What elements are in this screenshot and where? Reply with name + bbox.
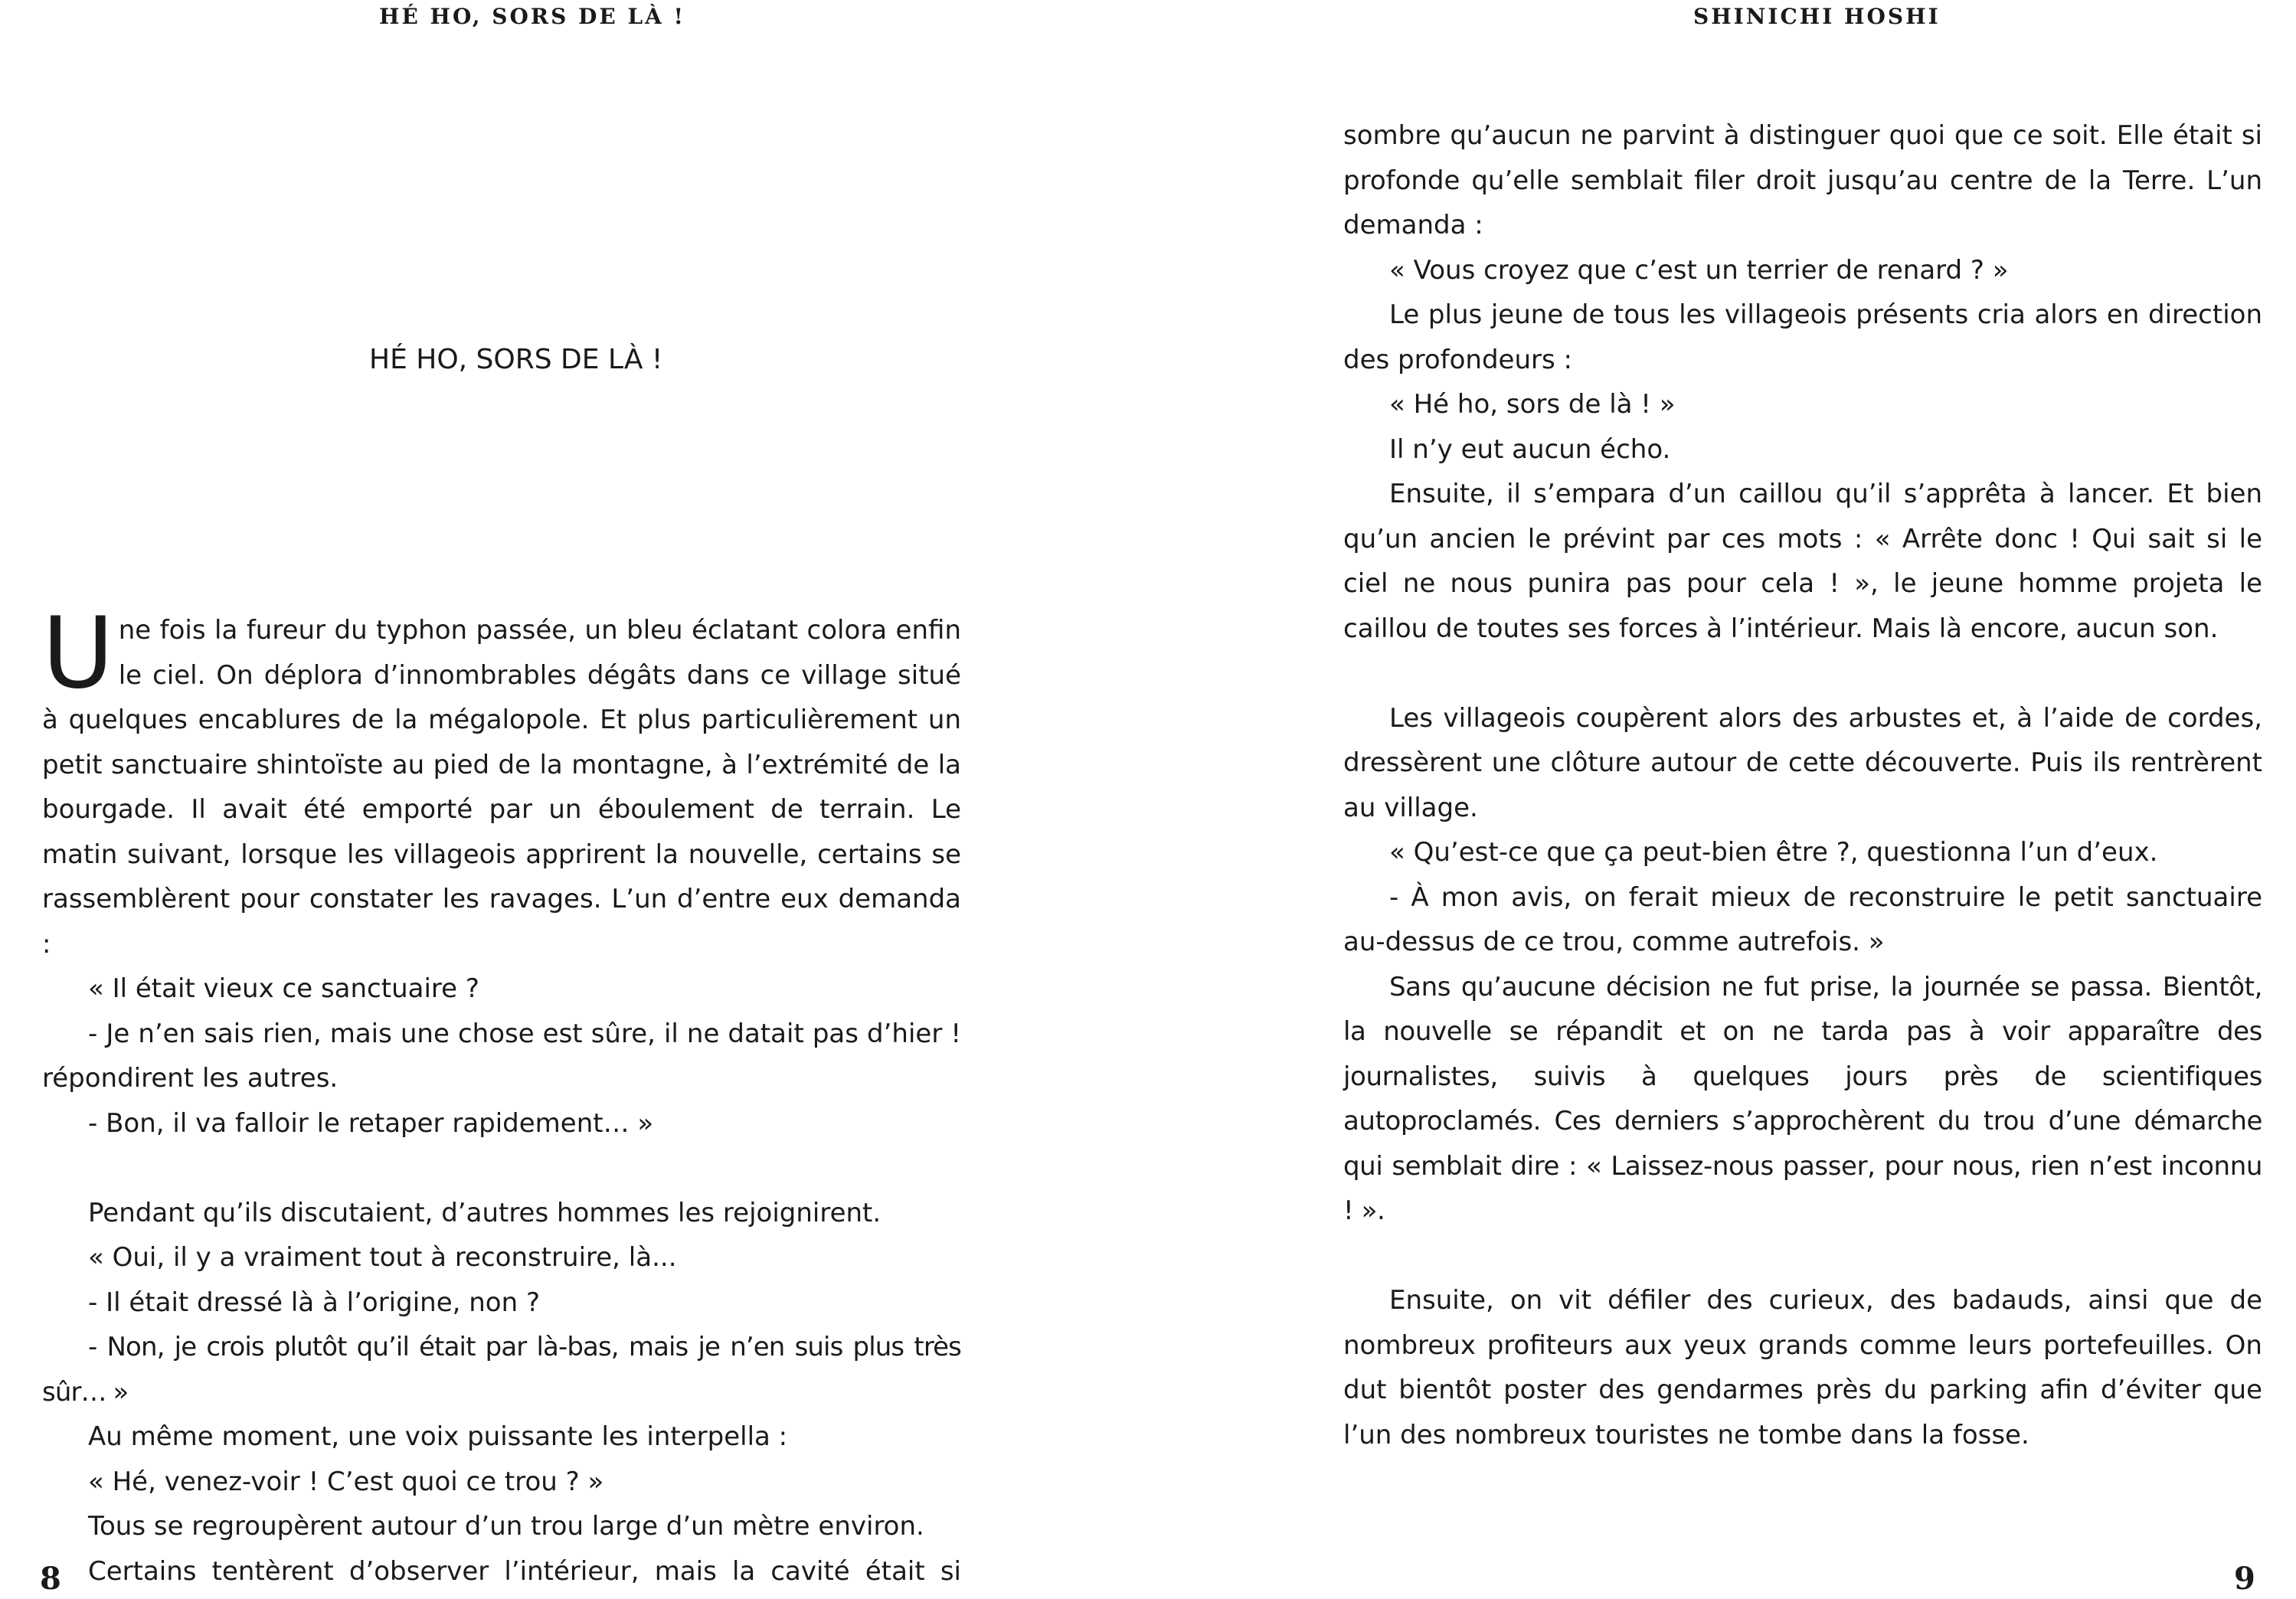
paragraph: - Bon, il va falloir le retaper rapidement… » (88, 1107, 654, 1139)
paragraph: « Qu’est-ce que ça peut-bien être ?, questionna l’un d’eux. (1389, 837, 2158, 868)
paragraph: sombre qu’aucun ne parvint à distinguer quoi que ce soit. Elle était si profonde qu’elle semblait filer droit jusqu’au centre de la Terre. L’un demanda : (1343, 120, 2262, 240)
chapter-title: HÉ HO, SORS DE LÀ ! (369, 344, 663, 375)
opening-paragraph (42, 597, 961, 966)
paragraph: « Hé, venez-voir ! C’est quoi ce trou ? » (88, 1466, 604, 1497)
paragraph: Le plus jeune de tous les villageois présents cria alors en direction des profondeurs : (1343, 299, 2262, 375)
drop-cap: U (42, 597, 114, 711)
page-number: 8 (40, 1561, 61, 1597)
section-break (42, 1146, 961, 1191)
paragraph: « Oui, il y a vraiment tout à reconstruire, là... (88, 1242, 677, 1273)
paragraph: Il n’y eut aucun écho. (1389, 433, 1671, 465)
paragraph: - Je n’en sais rien, mais une chose est sûre, il ne datait pas d’hier ! répondirent les autres. (42, 1018, 961, 1094)
paragraph: - Non, je crois plutôt qu’il était par là-bas, mais je n’en suis plus très sûr… » (42, 1332, 961, 1408)
right-page-text (1343, 113, 2262, 1457)
paragraph: « Vous croyez que c’est un terrier de renard ? » (1389, 254, 2009, 286)
right-page (1148, 0, 2296, 1599)
running-head-right: SHINICHI HOSHI (1693, 4, 1941, 29)
paragraph: Ensuite, il s’empara d’un caillou qu’il s’apprêta à lancer. Et bien qu’un ancien le prévint par ces mots : « Arrête donc ! Qui sait si le ciel ne nous punira pas pour cela ! », le jeune homme projeta le caillou de toutes ses forces à l’intérieur. Mais là encore, aucun son. (1343, 479, 2262, 644)
paragraph: Les villageois coupèrent alors des arbustes et, à l’aide de cordes, dressèrent une clôture autour de cette découverte. Puis ils rentrèrent au village. (1343, 702, 2262, 823)
paragraph: Au même moment, une voix puissante les interpella : (88, 1421, 788, 1452)
paragraph: Tous se regroupèrent autour d’un trou large d’un mètre environ. (88, 1511, 924, 1542)
paragraph: Sans qu’aucune décision ne fut prise, la journée se passa. Bientôt, la nouvelle se répandit et on ne tarda pas à voir apparaître des journalistes, suivis à quelques jours près de scientifiques autoproclamés. Ces derniers s’approchèrent du trou d’une démarche qui semblait dire : « Laissez-nous passer, pour nous, rien n’est inconnu ! ». (1343, 971, 2262, 1226)
paragraph: - Il était dressé là à l’origine, non ? (88, 1287, 540, 1318)
opening-paragraph-text: ne fois la fureur du typhon passée, un bleu éclatant colora enfin le ciel. On déplora d’innombrables dégâts dans ce village situé à quelques encablures de la mégalopole. Et plus particulièrement un petit sanctuaire shintoïste au pied de la montagne, à l’extrémité de la bourgade. Il avait été emporté par un éboulement de terrain. Le matin suivant, lorsque les villageois apprirent la nouvelle, certains se rassemblèrent pour constater les ravages. L’un d’entre eux demanda : (42, 615, 961, 960)
paragraph: « Il était vieux ce sanctuaire ? (88, 973, 479, 1004)
left-page-text (40, 597, 961, 1597)
section-break (1343, 1234, 2262, 1279)
paragraph: - À mon avis, on ferait mieux de reconstruire le petit sanctuaire au-dessus de ce trou, comme autrefois. » (1343, 881, 2262, 957)
page-number: 9 (2234, 1561, 2255, 1597)
paragraph: Certains tentèrent d’observer l’intérieur, mais la cavité était si (88, 1555, 961, 1587)
paragraph: Pendant qu’ils discutaient, d’autres hommes les rejoignirent. (88, 1197, 881, 1228)
paragraph: « Hé ho, sors de là ! » (1389, 389, 1676, 420)
paragraph: Ensuite, on vit défiler des curieux, des badauds, ainsi que de nombreux profiteurs aux yeux grands comme leurs portefeuilles. On dut bientôt poster des gendarmes près du parking afin d’éviter que l’un des nombreux touristes ne tombe dans la fosse. (1343, 1285, 2262, 1450)
running-head-left: HÉ HO, SORS DE LÀ ! (379, 4, 685, 29)
section-break (1343, 651, 2262, 696)
